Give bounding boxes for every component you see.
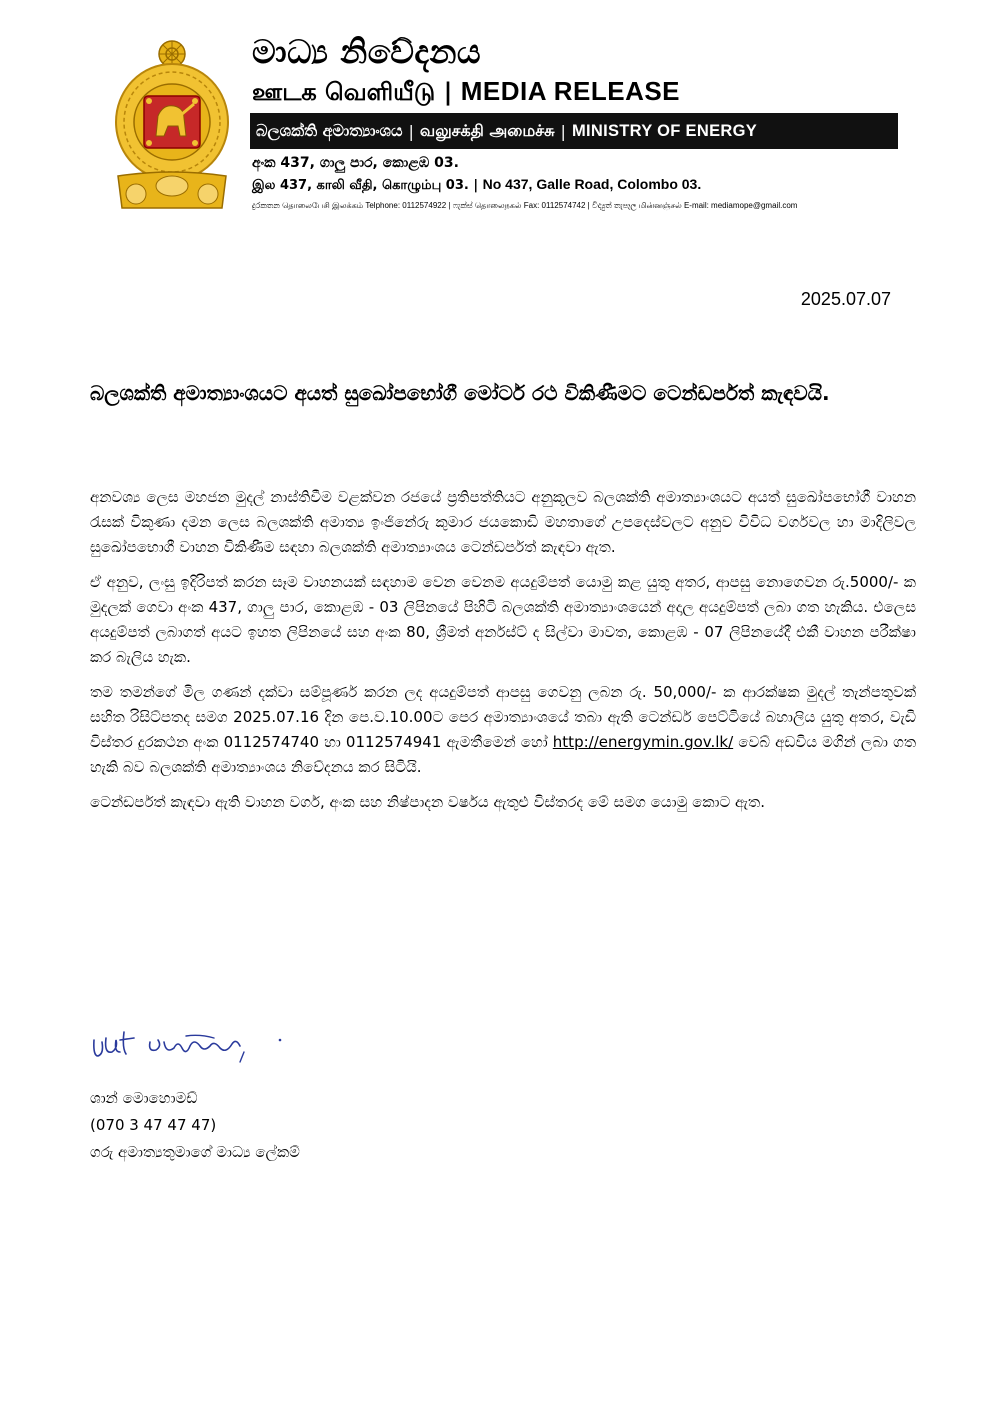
signer-name: ශාන් මොහොමඩ් — [90, 1089, 198, 1107]
paragraph-1: අනවශ්‍ය ලෙස මහජන මුදල් නාස්තිවීම වළක්වන රජයේ ප්‍රතිපත්තියට අනුකූලව බලශක්ති අමාත්‍යාංශයට අයත් සුඛෝපභෝගී වාහන රැසක් විකුණා දමන ලෙස බලශක්ති අමාත්‍ය ඉංජිනේරු කුමාර ජයකොඩි මහතාගේ උපදෙස්වලට අනුව විවිධ වර්ගවල හා මාදිලිවල සුඛෝපභොගී වාහන විකිණීම සඳහා බලශක්ති අමාත්‍යාංශය ටෙන්ඩර්පත් කැඳවා ඇත. — [90, 488, 916, 556]
handwritten-signature — [90, 1018, 300, 1068]
subtitle-english: MEDIA RELEASE — [460, 76, 681, 106]
paragraph-3 — [90, 680, 916, 780]
press-headline: බලශක්ති අමාත්‍යාංශයට අයත් සුඛෝපභෝගී මෝටර් රථ විකිණීමට ටෙන්ඩර්පත් කැඳවයි. — [90, 381, 830, 405]
signer-phone: (070 3 47 47 47) — [90, 1116, 217, 1134]
subtitle-divider: | — [443, 78, 461, 106]
media-release-title-sinhala: මාධ්‍ය නිවේදනය — [252, 32, 482, 71]
ministry-website-link[interactable]: http://energymin.gov.lk/ — [552, 733, 734, 751]
contact-details: දුරකතන தொலைபேசி இலக்கம் Telphone: 0112574922 | ෆැක්ස් தொலைநகல் Fax: 0112574742 | විද්‍යුත් තැපෑල மின்னஞ்சல் E-mail: mediamope@gmail.com — [252, 201, 798, 210]
media-release-subtitle — [252, 76, 680, 109]
paragraph-3-text-b: වෙබ් අඩවිය මගින් ලබා ගත හැකි බව බලශක්ති අමාත්‍යාංශය නිවේදනය කර සිටියි. — [90, 733, 916, 776]
release-date: 2025.07.07 — [800, 289, 891, 309]
address-english: No 437, Galle Road, Colombo 03. — [482, 176, 702, 192]
ministry-name-bar — [250, 113, 898, 149]
sri-lanka-national-emblem — [108, 36, 236, 216]
paragraph-2: ඒ අනුව, ලංසු ඉදිරිපත් කරන සෑම වාහනයක් සඳහාම වෙන වෙනම අයදුම්පත් යොමු කළ යුතු අතර, ආපසු නොගෙවන රු.5000/- ක මුදලක් ගෙවා අංක 437, ගාලු පාර, කොළඹ - 03 ලිපිනයේ පිහිටි බලශක්ති අමාත්‍යාංශයෙන් අදාල අයදුම්පත් ලබා ගත හැකිය. එලෙස අයදුම්පත් ලබාගත් අයට ඉහත ලිපිනයේ සහ අංක 80, ශ්‍රීමත් අර්නස්ට් ද සිල්වා මාවත, කොළඹ - 07 ලිපිනයේදී එකී වාහන පරීක්ෂා කර බැලිය හැක. — [90, 573, 916, 666]
address-tamil: இல 437, காலி வீதி, கொழும்பு 03. — [252, 178, 469, 193]
address-line-2 — [252, 176, 701, 194]
paragraph-4: ටෙන්ඩර්පත් කැඳවා ඇති වාහන වර්ග, අංක සහ නිෂ්පාදන වර්ෂය ඇතුළු විස්තරද මේ සමග යොමු කොට ඇත. — [90, 793, 765, 811]
press-body — [90, 485, 916, 825]
ministry-name-english: MINISTRY OF ENERGY — [571, 121, 758, 140]
address-sinhala: අංක 437, ගාලු පාර, කොළඹ 03. — [252, 155, 459, 171]
subtitle-tamil: ஊடக வெளியீடு — [252, 78, 436, 106]
ministry-divider: | — [560, 121, 566, 141]
ministry-name-tamil: வலுசக்தி அமைச்சு — [419, 120, 555, 140]
address-divider: | — [473, 178, 483, 193]
paragraph-3-text-a: තම තමන්ගේ මිල ගණන් දක්වා සම්පූර්ණ කරන ලද අයදුම්පත් ආපසු ගෙවනු ලබන රු. 50,000/- ක ආරක්ෂක මුදල් තැන්පතුවක් සහිත රිසිට්පතද සමග 2025.07.16 දින පෙ.ව.10.00ට පෙර අමාත්‍යාංශයේ තබා ඇති ටෙන්ඩර් පෙට්ටියේ බහාලිය යුතු අතර, වැඩි විස්තර දුරකථන අංක 0112574740 හා 0112574941 ඇමතීමෙන් හෝ — [90, 683, 916, 751]
ministry-divider: | — [408, 121, 414, 141]
ministry-name-sinhala: බලශක්ති අමාත්‍යාංශය — [256, 121, 403, 140]
signer-block — [90, 1085, 300, 1166]
signer-title: ගරු අමාත්‍යතුමාගේ මාධ්‍ය ලේකම් — [90, 1143, 300, 1161]
